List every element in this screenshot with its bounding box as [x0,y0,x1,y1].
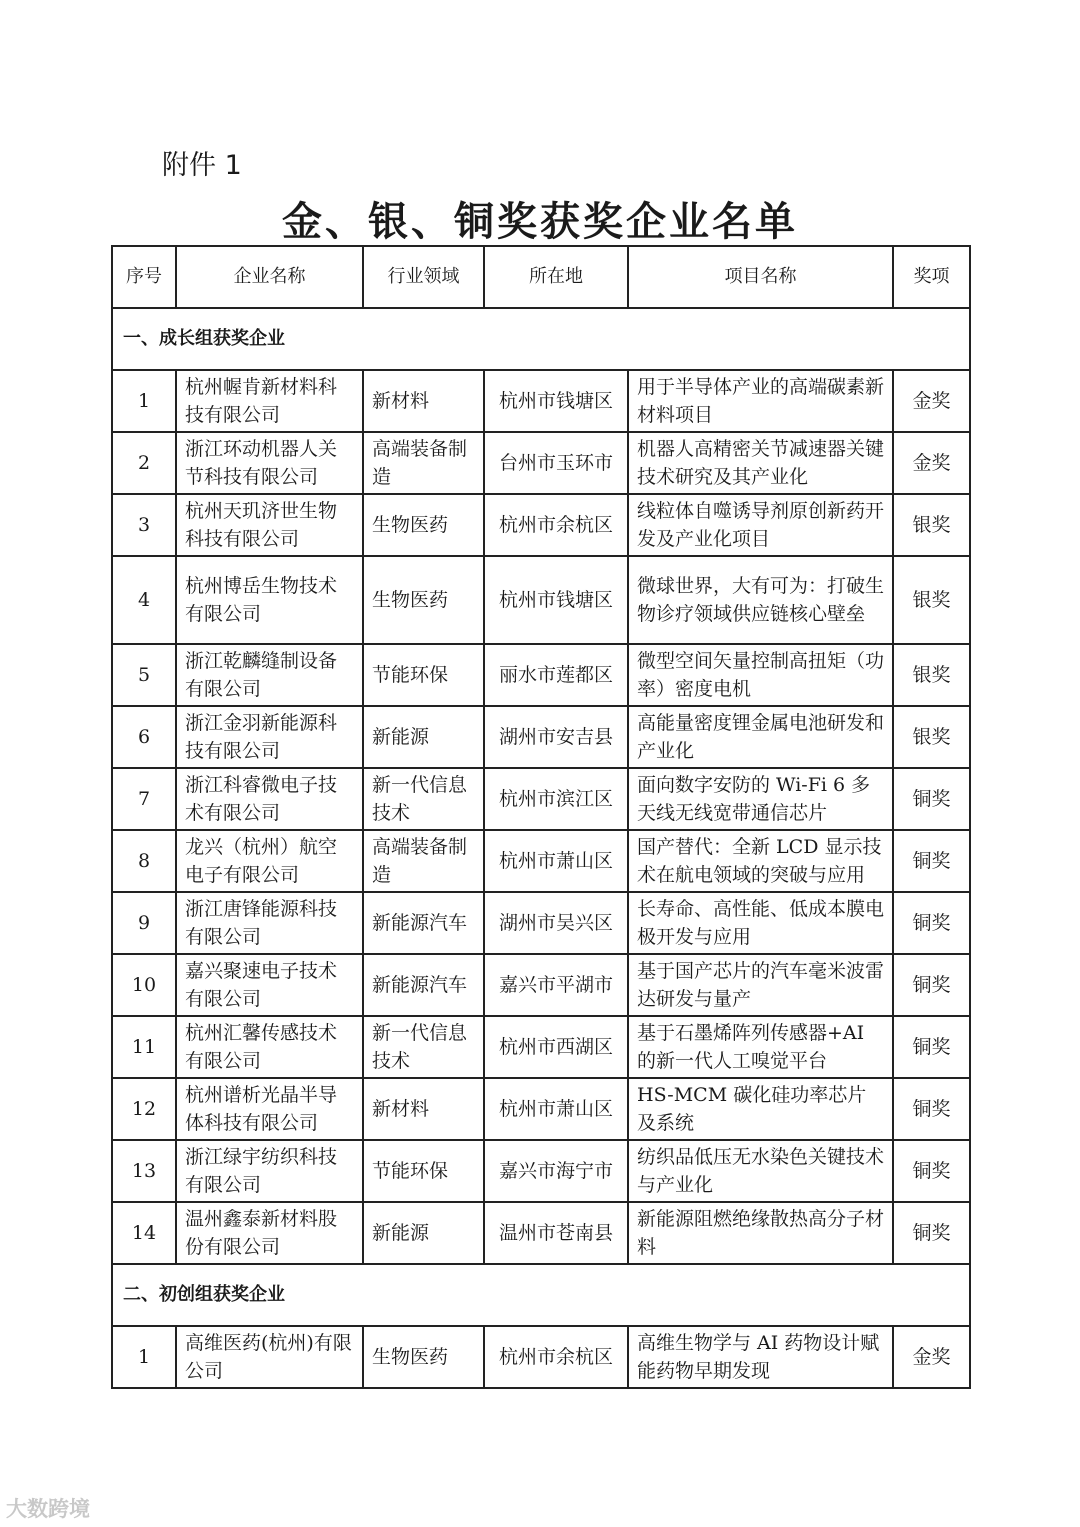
section-title: 一、成长组获奖企业 [112,308,970,370]
cell-company: 浙江乾麟缝制设备有限公司 [176,644,363,706]
cell-project: 高能量密度锂金属电池研发和产业化 [628,706,893,768]
column-header-industry: 行业领域 [363,246,484,308]
cell-no: 8 [112,830,176,892]
awards-table [111,245,971,1389]
cell-award: 铜奖 [893,1078,970,1140]
table-row [112,1078,970,1140]
section-title: 二、初创组获奖企业 [112,1264,970,1326]
cell-project: 国产替代：全新 LCD 显示技术在航电领域的突破与应用 [628,830,893,892]
table-header-row [112,246,970,308]
watermark-logo: 大数跨境 [6,1497,90,1521]
table-row [112,706,970,768]
cell-award: 金奖 [893,370,970,432]
cell-company: 浙江科睿微电子技术有限公司 [176,768,363,830]
cell-project: 纺织品低压无水染色关键技术与产业化 [628,1140,893,1202]
cell-location: 杭州市余杭区 [484,494,628,556]
cell-project: 基于石墨烯阵列传感器+AI 的新一代人工嗅觉平台 [628,1016,893,1078]
cell-award: 铜奖 [893,892,970,954]
section-header-startup [112,1264,970,1326]
cell-project: 高维生物学与 AI 药物设计赋能药物早期发现 [628,1326,893,1388]
cell-location: 温州市苍南县 [484,1202,628,1264]
cell-project: 面向数字安防的 Wi-Fi 6 多天线无线宽带通信芯片 [628,768,893,830]
cell-project: 长寿命、高性能、低成本膜电极开发与应用 [628,892,893,954]
cell-industry: 高端装备制造 [363,432,484,494]
cell-industry: 新能源汽车 [363,892,484,954]
cell-no: 2 [112,432,176,494]
cell-company: 浙江绿宇纺织科技有限公司 [176,1140,363,1202]
table-row [112,768,970,830]
cell-award: 金奖 [893,432,970,494]
cell-award: 银奖 [893,644,970,706]
cell-no: 1 [112,370,176,432]
table-row [112,644,970,706]
cell-no: 13 [112,1140,176,1202]
cell-no: 11 [112,1016,176,1078]
cell-location: 杭州市余杭区 [484,1326,628,1388]
cell-industry: 新一代信息技术 [363,768,484,830]
cell-award: 铜奖 [893,954,970,1016]
cell-location: 杭州市钱塘区 [484,370,628,432]
table-row [112,1016,970,1078]
cell-no: 7 [112,768,176,830]
cell-company: 杭州天玑济世生物科技有限公司 [176,494,363,556]
cell-award: 金奖 [893,1326,970,1388]
cell-location: 杭州市滨江区 [484,768,628,830]
cell-industry: 生物医药 [363,494,484,556]
cell-project: 机器人高精密关节减速器关键技术研究及其产业化 [628,432,893,494]
cell-award: 铜奖 [893,1016,970,1078]
column-header-award: 奖项 [893,246,970,308]
cell-industry: 新能源 [363,706,484,768]
column-header-company: 企业名称 [176,246,363,308]
cell-industry: 新能源 [363,1202,484,1264]
cell-award: 银奖 [893,706,970,768]
cell-location: 台州市玉环市 [484,432,628,494]
cell-project: 用于半导体产业的高端碳素新材料项目 [628,370,893,432]
cell-location: 嘉兴市海宁市 [484,1140,628,1202]
cell-project: HS-MCM 碳化硅功率芯片及系统 [628,1078,893,1140]
cell-company: 高维医药(杭州)有限公司 [176,1326,363,1388]
cell-company: 浙江金羽新能源科技有限公司 [176,706,363,768]
cell-company: 杭州博岳生物技术有限公司 [176,556,363,644]
cell-no: 5 [112,644,176,706]
cell-industry: 节能环保 [363,644,484,706]
cell-no: 14 [112,1202,176,1264]
cell-industry: 生物医药 [363,556,484,644]
table-row [112,1202,970,1264]
cell-company: 嘉兴聚速电子技术有限公司 [176,954,363,1016]
cell-company: 浙江环动机器人关节科技有限公司 [176,432,363,494]
cell-no: 4 [112,556,176,644]
cell-location: 杭州市西湖区 [484,1016,628,1078]
cell-industry: 节能环保 [363,1140,484,1202]
cell-no: 3 [112,494,176,556]
cell-industry: 高端装备制造 [363,830,484,892]
table-row [112,494,970,556]
cell-award: 铜奖 [893,768,970,830]
cell-industry: 新材料 [363,1078,484,1140]
cell-industry: 新一代信息技术 [363,1016,484,1078]
cell-location: 杭州市钱塘区 [484,556,628,644]
cell-no: 9 [112,892,176,954]
cell-award: 银奖 [893,494,970,556]
cell-project: 微型空间矢量控制高扭矩（功率）密度电机 [628,644,893,706]
cell-company: 龙兴（杭州）航空电子有限公司 [176,830,363,892]
cell-location: 杭州市萧山区 [484,830,628,892]
cell-location: 嘉兴市平湖市 [484,954,628,1016]
cell-industry: 新能源汽车 [363,954,484,1016]
document-title: 金、银、铜奖获奖企业名单 [282,199,798,245]
table-row [112,892,970,954]
cell-company: 温州鑫泰新材料股份有限公司 [176,1202,363,1264]
attachment-label: 附件 1 [162,150,242,181]
cell-company: 杭州幄肯新材料科技有限公司 [176,370,363,432]
table-row [112,556,970,644]
table-row [112,830,970,892]
cell-industry: 新材料 [363,370,484,432]
column-header-location: 所在地 [484,246,628,308]
cell-award: 银奖 [893,556,970,644]
section-header-growth [112,308,970,370]
table-row [112,370,970,432]
cell-award: 铜奖 [893,830,970,892]
cell-company: 浙江唐锋能源科技有限公司 [176,892,363,954]
cell-project: 基于国产芯片的汽车毫米波雷达研发与量产 [628,954,893,1016]
cell-location: 丽水市莲都区 [484,644,628,706]
table-row [112,954,970,1016]
cell-project: 新能源阻燃绝缘散热高分子材料 [628,1202,893,1264]
cell-industry: 生物医药 [363,1326,484,1388]
cell-award: 铜奖 [893,1140,970,1202]
cell-location: 湖州市安吉县 [484,706,628,768]
column-header-project: 项目名称 [628,246,893,308]
table-row [112,1326,970,1388]
cell-location: 杭州市萧山区 [484,1078,628,1140]
cell-project: 微球世界，大有可为：打破生物诊疗领域供应链核心壁垒 [628,556,893,644]
cell-no: 1 [112,1326,176,1388]
cell-no: 10 [112,954,176,1016]
cell-project: 线粒体自噬诱导剂原创新药开发及产业化项目 [628,494,893,556]
table-row [112,1140,970,1202]
cell-award: 铜奖 [893,1202,970,1264]
cell-location: 湖州市吴兴区 [484,892,628,954]
cell-no: 6 [112,706,176,768]
column-header-no: 序号 [112,246,176,308]
table-row [112,432,970,494]
cell-company: 杭州汇馨传感技术有限公司 [176,1016,363,1078]
cell-company: 杭州谱析光晶半导体科技有限公司 [176,1078,363,1140]
cell-no: 12 [112,1078,176,1140]
